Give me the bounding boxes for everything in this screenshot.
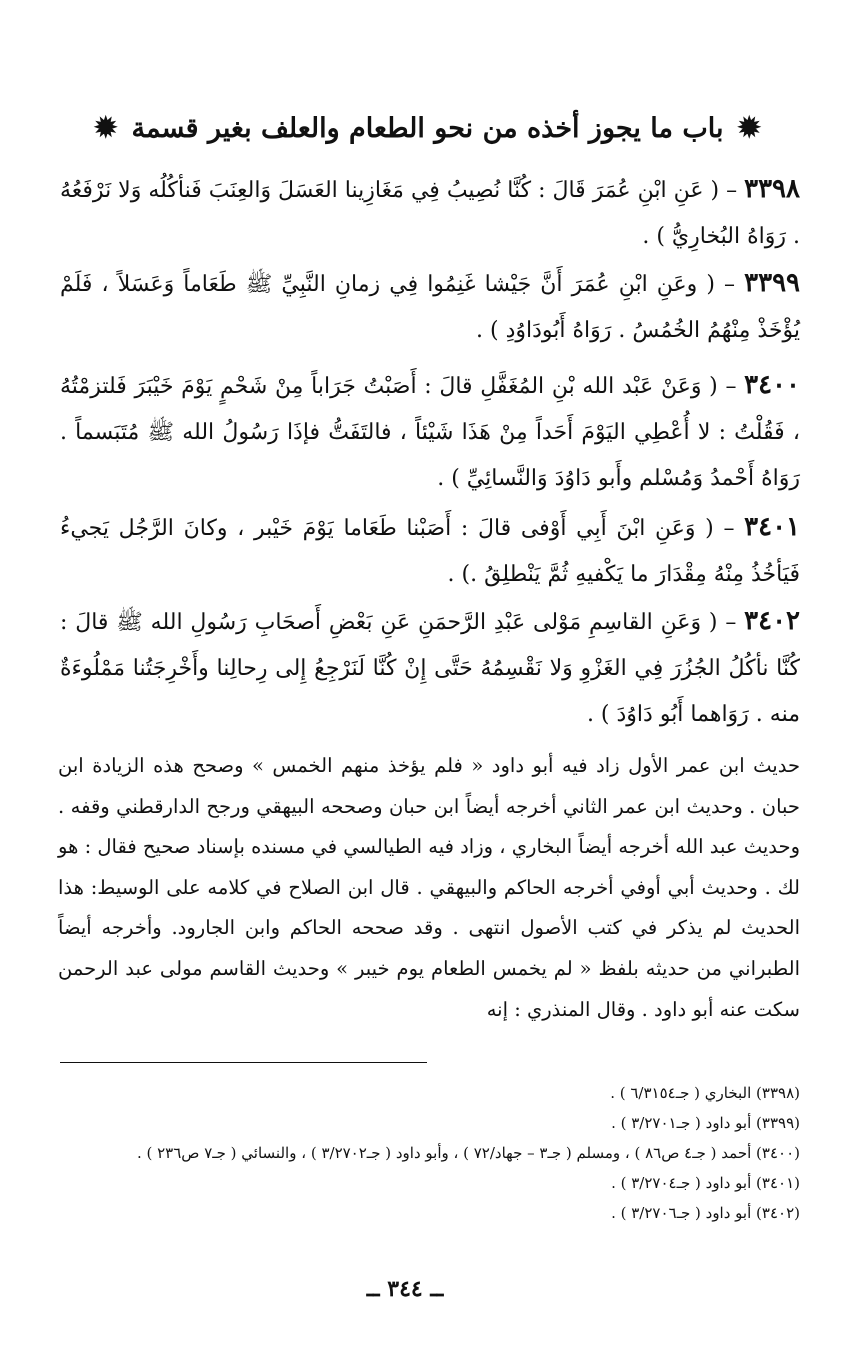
- hadith-number: ٣٤٠١: [744, 512, 800, 542]
- footnote-text: أبو داود ( جـ٣/٢٧٠١ ) .: [611, 1114, 752, 1132]
- page-number: ــ ٣٤٤ ــ: [366, 1276, 444, 1302]
- footnote-text: أبو داود ( جـ٣/٢٧٠٤ ) .: [611, 1174, 752, 1192]
- hadith-dash: –: [726, 178, 738, 203]
- hadith-entry: [60, 598, 800, 738]
- footnote-ref: (٣٤٠٢): [756, 1204, 800, 1222]
- footnote-ref: (٣٤٠١): [756, 1174, 800, 1192]
- commentary-paragraph: حديث ابن عمر الأول زاد فيه أبو داود « فلم يؤخذ منهم الخمس » وصحح هذه الزيادة ابن حبان . وحديث ابن عمر الثاني أخرجه أيضاً ابن حبان وصححه البيهقي ورجح الدارقطني وقفه . وحديث عبد الله أخرجه أيضاً البخاري ، وزاد فيه الطيالسي في مسنده بإسناد صحيح فقال : هو لك . وحديث أبي أوفي أخرجه الحاكم والبيهقي . قال ابن الصلاح في كلامه على الوسيط: هذا الحديث لم يذكر في كتب الأصول انتهى . وقد صححه الحاكم وابن الجارود. وأخرجه أيضاً الطبراني من حديثه بلفظ « لم يخمس الطعام يوم خيبر » وحديث القاسم مولى عبد الرحمن سكت عنه أبو داود . وقال المنذري : إنه: [58, 754, 800, 1021]
- footnote-text: أحمد ( جـ٤ ص٨٦ ) ، ومسلم ( جـ٣ – جهاد/٧٢ ) ، وأبو داود ( جـ٣/٢٧٠٢ ) ، والنسائي ( جـ٧ ص٢٣٦ ) .: [136, 1144, 752, 1162]
- hadith-number: ٣٣٩٨: [744, 174, 800, 204]
- hadith-text: ( وَعَنِ القاسِمِ مَوْلى عَبْدِ الرَّحمَنِ عَنِ بَعْضِ أَصحَابِ رَسُولِ الله ﷺ قالَ : كُنَّا نأكُلُ الجُزُرَ فِي الغَزْوِ وَلا نَقْسِمُهُ حَتَّى إِنْ كُنَّا لَنَرْجِعُ إِلى رِحالِنا وأَخْرِجَتُنا مَمْلُوءَةٌ منه . رَوَاهما أَبُو دَاوُدَ ) .: [60, 610, 800, 727]
- hadith-entry: [60, 260, 800, 354]
- hadith-entry: [60, 362, 800, 502]
- star-ornament-icon: ✹: [737, 111, 761, 144]
- hadith-text: ( عَنِ ابْنِ عُمَرَ قَالَ : كُنَّا نُصِيبُ فِي مَغَازِينا العَسَلَ وَالعِنَبَ فَنأكُلُه وَلا نَرْفَعُهُ . رَوَاهُ البُخارِيُّ ) .: [60, 178, 800, 249]
- hadith-dash: –: [725, 610, 737, 635]
- chapter-title-text: باب ما يجوز أخذه من نحو الطعام والعلف بغير قسمة: [131, 112, 724, 144]
- footnote-ref: (٣٣٩٨): [756, 1084, 800, 1102]
- footnote: [60, 1108, 800, 1138]
- footnote: [60, 1138, 800, 1168]
- hadith-text: ( وَعَنِ ابْنَ أَبِي أَوْفى قالَ : أَصَبْنا طَعَاما يَوْمَ خَيْبر ، وكانَ الرَّجُل يَجيءُ فَيَأخُذُ مِنْهُ مِقْدَارَ ما يَكْفيهِ ثُمَّ يَنْطلِقُ .) .: [60, 516, 800, 587]
- star-ornament-icon: ✹: [94, 111, 118, 144]
- hadith-number: ٣٣٩٩: [744, 268, 800, 298]
- hadith-dash: –: [723, 516, 735, 541]
- chapter-title: [90, 104, 765, 152]
- footnote: [60, 1198, 800, 1228]
- footnote: [60, 1078, 800, 1108]
- footnotes: [60, 1078, 800, 1228]
- hadith-text: ( وَعَنْ عَبْد الله بْنِ المُغَفَّلِ قالَ : أَصَبْتُ جَرَاباً مِنْ شَحْمٍ يَوْمَ خَيْبَرَ فَلتزمْتُهُ ، فَقُلْتُ : لا أُعْطِي اليَوْمَ أَحَداً مِنْ هَذَا شَيْئاً ، فالتَفَتُّ فإذَا رَسُولُ الله ﷺ مُتَبَسماً . رَوَاهُ أَحْمدُ وَمُسْلم وأَبو دَاوُدَ وَالنَّسائِيِّ ) .: [60, 374, 800, 491]
- hadith-number: ٣٤٠٢: [744, 606, 800, 636]
- hadith-entry: [60, 166, 800, 260]
- hadith-dash: –: [725, 374, 737, 399]
- footnote-text: أبو داود ( جـ٣/٢٧٠٦ ) .: [611, 1204, 752, 1222]
- hadith-dash: –: [724, 272, 736, 297]
- footnote-divider: [60, 1062, 427, 1063]
- footnote: [60, 1168, 800, 1198]
- footnote-ref: (٣٣٩٩): [756, 1114, 800, 1132]
- hadith-text: ( وعَنِ ابْنِ عُمَرَ أَنَّ جَيْشا غَنِمُوا فِي زمانِ النَّبِيِّ ﷺ طَعَاماً وَعَسَلاً ، فَلَمْ يُؤْخَذْ مِنْهُمُ الخُمُسُ . رَوَاهُ أَبُودَاوُدِ ) .: [60, 272, 800, 343]
- hadith-number: ٣٤٠٠: [744, 370, 800, 400]
- hadith-entry: [60, 504, 800, 598]
- footnote-text: البخاري ( جـ٦/٣١٥٤ ) .: [610, 1084, 752, 1102]
- footnote-ref: (٣٤٠٠): [756, 1144, 800, 1162]
